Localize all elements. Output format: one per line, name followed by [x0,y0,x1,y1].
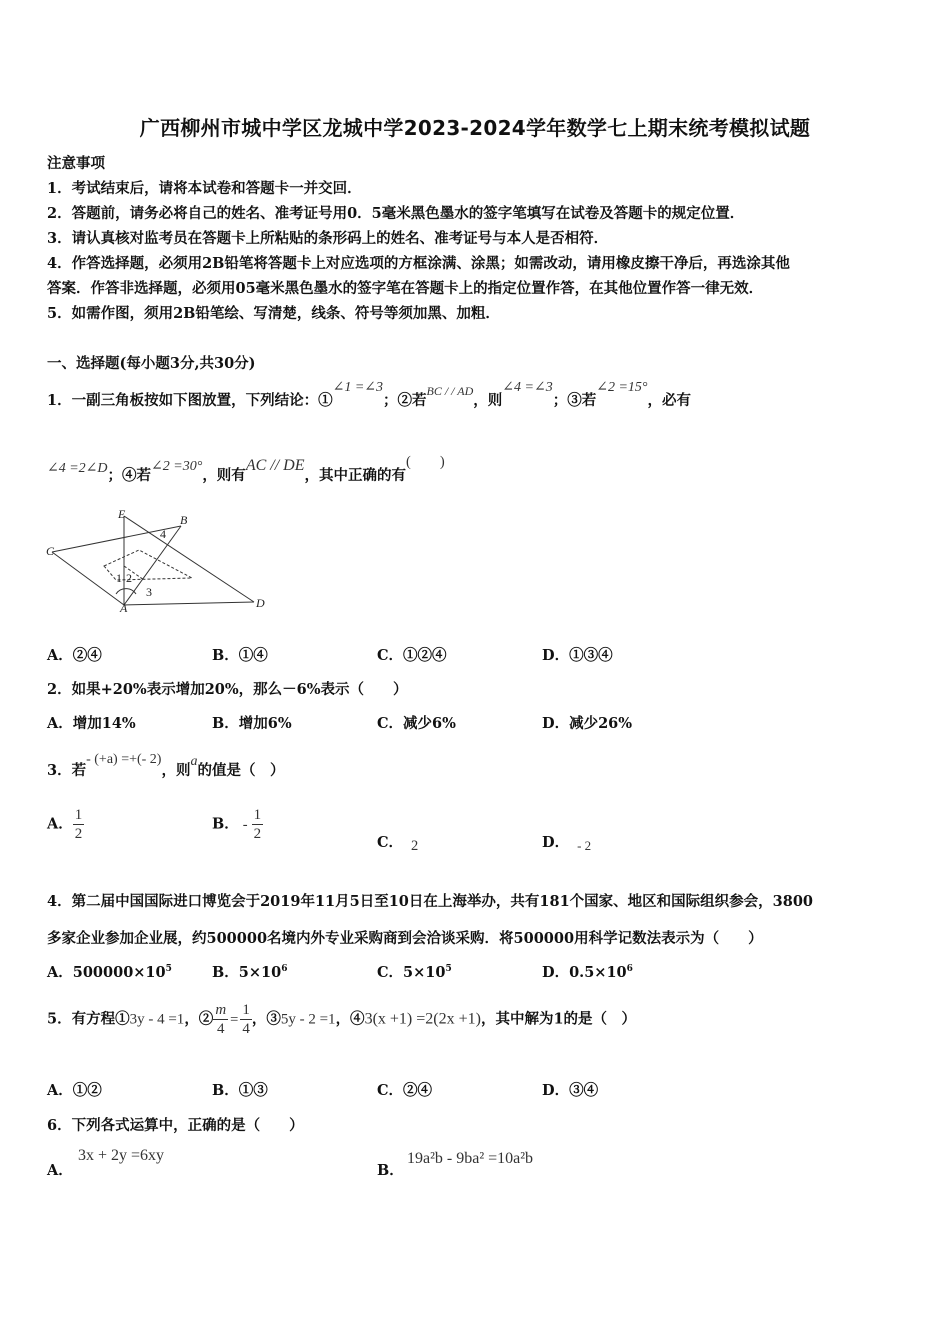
q5-option-c: C．②④ [377,1082,433,1099]
fig-label-b: B [180,513,188,527]
q2-option-c: C．减少6% [377,715,456,732]
q1-text-line2: ∠4 =2∠D；④若∠2 =30°，则有AC // DE，其中正确的有( ) [47,454,445,484]
q4-option-d: D．$0.5\times 10^6$ [542,964,633,981]
q3-option-a: A． $\frac{1}{2}$ [47,807,83,842]
note-item: 3．请认真核对监考员在答题卡上所粘贴的条形码上的姓名、准考证号与本人是否相符． [47,230,609,247]
note-item: 4．作答选择题，必须用2B铅笔将答题卡上对应选项的方框涂满、涂黑；如需改动，请用橡皮擦干净后，再选涂其他 [47,255,790,272]
q1-option-d: D．①③④ [542,647,613,664]
q1-math-5: ∠4 =2∠D [47,461,108,476]
q4-stem-line2: 多家企业参加企业展，约500000名境内外专业采购商到会洽谈采购．将500000用科学记数法表示为（ ） [47,930,763,947]
q1-math-7: AC // DE [245,457,305,474]
q2-option-d: D．减少26% [542,715,633,732]
fig-label-a: A [120,601,128,615]
note-item: 1．考试结束后，请将本试卷和答题卡一并交回． [47,180,362,197]
q1-math-6: ∠2 =30° [151,459,203,474]
q4-option-a: A．$500000\times 10^5$ [47,964,172,981]
q5-stem: 5．有方程①3y - 4 =1，② $\frac{m}{4}$ = $\frac{1}{4}$ ，③5y - 2 =1，④3(x +1) =2(2x +1)，其中解为1的是（ ） [47,1002,637,1037]
q2-stem: 2．如果+20%表示增加20%，那么－6%表示（ ） [47,681,408,698]
fig-label-1: 1 [116,571,122,585]
triangle-figure [44,508,274,618]
q1-math-4: ∠2 =15° [596,380,648,395]
q5-fraction-m: $\frac{m}{4}$ [215,1002,227,1037]
q4-stem-line1: 4．第二届中国国际进口博览会于2019年11月5日至10日在上海举办，共有181个国家、地区和国际组织参会，3800 [47,893,814,910]
q2-option-b: B．增加6% [212,715,292,732]
q4-option-b: B．$5\times 10^6$ [212,964,288,981]
note-item: 2．答题前，请务必将自己的姓名、准考证号用0．5毫米黑色墨水的签字笔填写在试卷及答题卡的规定位置． [47,205,745,222]
q3-option-b: B． - $\frac{1}{2}$ [212,807,262,842]
fig-label-d: D [256,596,265,610]
q5-option-a: A．①② [47,1082,102,1099]
q6-option-b-label: B． [377,1162,404,1179]
q1-answer-paren: ( ) [405,454,445,470]
fig-label-c: C [46,544,55,558]
q5-math-3: 5y - 2 =1 [280,1011,336,1028]
q6-option-a-expr: 3x + 2y =6xy [78,1147,165,1164]
fig-label-3: 3 [146,585,152,599]
q6-option-a-label: A． [47,1162,73,1179]
q4-option-c: C．$5\times 10^5$ [377,964,452,981]
q6-stem: 6．下列各式运算中，正确的是（ ） [47,1117,304,1134]
q3-stem: 3．若- (+a) =+(- 2)，则a的值是（ ） [47,752,285,779]
q1-math-1: ∠1 =∠3 [332,380,384,395]
section-heading: 一、选择题(每小题3分,共30分) [47,355,256,372]
notes-heading: 注意事项 [47,155,105,172]
q5-math-1: 3y - 4 =1 [129,1011,185,1028]
q2-option-a: A．增加14% [47,715,136,732]
q6-option-b-expr: 19a²b - 9ba² =10a²b [407,1150,534,1167]
q5-option-d: D．③④ [542,1082,599,1099]
q1-math-2: BC / / AD [426,384,474,398]
fig-label-4: 4 [160,527,166,541]
q1-option-c: C．①②④ [377,647,447,664]
q5-option-b: B．①③ [212,1082,268,1099]
q1-option-b: B．①④ [212,647,268,664]
q3-option-d: D． - 2 [542,834,592,853]
fig-label-e: E [118,508,126,521]
q3-option-c: C． 2 [377,834,419,854]
q5-math-4: 3(x +1) =2(2x +1) [364,1010,481,1028]
q3-math-1: - (+a) =+(- 2) [86,752,162,767]
q1-text: 1．一副三角板按如下图放置，下列结论：①∠1 =∠3；②若$^{BC / / AD}$，则∠4 =∠3；③若∠2 =15°，必有 [47,380,691,409]
q1-math-3: ∠4 =∠3 [502,380,553,395]
fig-label-2: 2 [126,571,132,585]
q1-option-a: A．②④ [47,647,102,664]
q3-math-2: a [190,754,198,769]
note-item: 答案．作答非选择题，必须用05毫米黑色墨水的签字笔在答题卡上的指定位置作答，在其他位置作答一律无效． [47,280,764,297]
page-title: 广西柳州市城中学区龙城中学2023-2024学年数学七上期末统考模拟试题 [139,116,811,140]
note-item: 5．如需作图，须用2B铅笔绘、写清楚，线条、符号等须加黑、加粗． [47,305,500,322]
q5-fraction-1: $\frac{1}{4}$ [242,1002,250,1037]
